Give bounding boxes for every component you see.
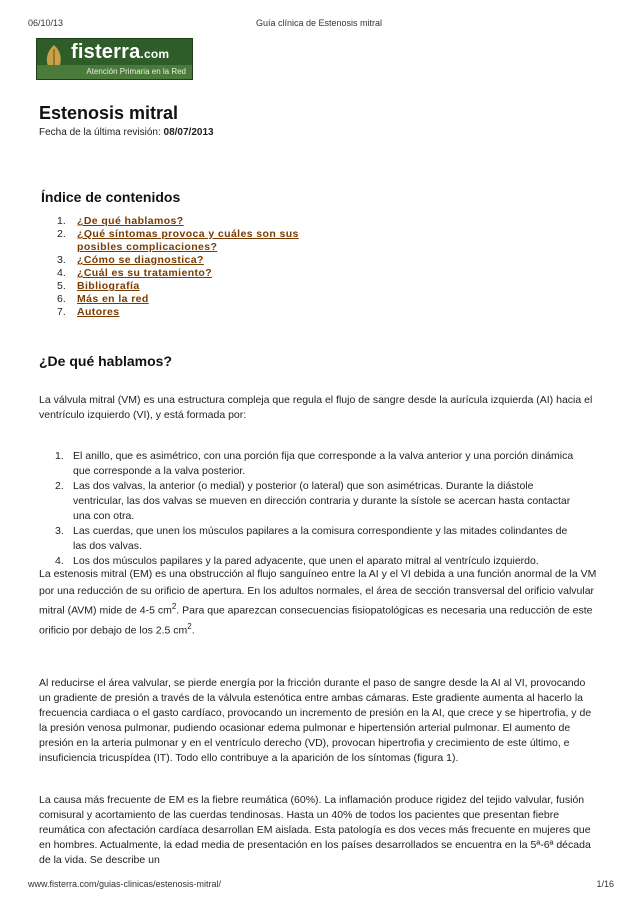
toc-link-bibliografia[interactable]: Bibliografía (77, 280, 140, 292)
print-date: 06/10/13 (28, 18, 64, 28)
print-title: Guía clínica de Estenosis mitral (255, 18, 383, 28)
anatomy-list (55, 449, 575, 569)
toc-item (57, 241, 299, 254)
toc-link-autores[interactable]: Autores (77, 306, 120, 318)
document-title: Estenosis mitral (39, 103, 179, 123)
toc-link-sintomas[interactable]: ¿Qué síntomas provoca y cuáles son sus (77, 228, 299, 240)
section-title: ¿De qué hablamos? (39, 353, 173, 369)
toc-item: 1. ¿De qué hablamos? (57, 215, 184, 227)
toc-item: 3. ¿Cómo se diagnostica? (57, 254, 204, 266)
toc-title: Índice de contenidos (41, 189, 181, 205)
toc-link-sintomas-cont[interactable]: posibles complicaciones? (77, 241, 218, 253)
toc-link-de-que-hablamos[interactable]: ¿De qué hablamos? (77, 215, 184, 227)
fisterra-logo[interactable] (36, 38, 193, 80)
footer-url: www.fisterra.com/guias-clinicas/estenosis-mitral/ (28, 879, 222, 889)
toc-item: 7. Autores (57, 306, 120, 318)
logo-tagline: Atención Primaria en la Red (37, 65, 192, 79)
list-item: 1. El anillo, que es asimétrico, con una porción fija que corresponde a la valva anterior y una porción dinámica que corresponde a la valva posterior. (55, 450, 574, 477)
paragraph-definition: La estenosis mitral (EM) es una obstrucción al flujo sanguíneo entre la AI y el VI debida a una función anormal de la VM por una reducción de su orificio de apertura. En los adultos normales, el área de sección transversal del orificio valvular mitral (AVM) mide de 4-5 $cm^2$. Para que aparezcan consecuencias fisiopatológicas es necesaria una reducción de este orificio por debajo de los 2.5 $cm^2$. (39, 568, 597, 637)
paragraph-physiopathology: Al reducirse el área valvular, se pierde energía por la fricción durante el paso de sangre desde la AI al VI, provocando un gradiente de presión a través de la válvula estenótica entre ambas cámaras. Este gradiente aumenta al hacerlo la frecuencia cardiaca o el gasto cardíaco, provocando un incremento de presión en la AI, que crece y se hipertrofia, y de la presión venosa pulmonar, pudiendo ocasionar edema pulmonar e hipertensión arterial pulmonar. El aumento de presión en la arteria pulmonar y en el ventrículo derecho (VD), provocan hipertrofia y crecimiento de este último, e insuficiencia tricuspídea (IT). Todo ello contribuye a la aparición de los síntomas (figura 1). (39, 677, 592, 764)
toc-item: 2. ¿Qué síntomas provoca y cuáles son sus (57, 228, 299, 240)
toc-item: 6. Más en la red (57, 293, 149, 305)
intro-paragraph: La válvula mitral (VM) es una estructura compleja que regula el flujo de sangre desde la aurícula izquierda (AI) hacia el ventrículo izquierdo (VI), y está formada por: (39, 394, 593, 421)
toc-link-mas-en-la-red[interactable]: Más en la red (77, 293, 149, 305)
page-number: 1/16 (596, 879, 614, 889)
revision-date: Fecha de la última revisión: 08/07/2013 (39, 127, 214, 138)
list-item: 2. Las dos valvas, la anterior (o medial) y posterior (o lateral) que son asimétricas. Durante la diástole ventricular, las dos valvas se mueven en dirección contraria y durante la sístole se acercan hasta contactar una con otra. (55, 480, 571, 522)
list-item: 4. Los dos músculos papilares y la pared adyacente, que unen el aparato mitral al ventrículo izquierdo. (55, 555, 539, 567)
list-item: 3. Las cuerdas, que unen los músculos papilares a la comisura correspondiente y las mitades colindantes de las dos valvas. (55, 525, 568, 552)
toc-link-diagnostico[interactable]: ¿Cómo se diagnostica? (77, 254, 204, 266)
toc-item: 5. Bibliografía (57, 280, 140, 292)
table-of-contents (57, 215, 299, 319)
logo-name: fisterra.com (71, 41, 170, 63)
toc-item: 4. ¿Cuál es su tratamiento? (57, 267, 213, 279)
paragraph-etiology: La causa más frecuente de EM es la fiebre reumática (60%). La inflamación produce rigidez del tejido valvular, fusión comisural y acortamiento de las cuerdas tendinosas. Hasta un 40% de todos los pacientes que presentan fiebre reumática con afectación cardíaca desarrollan EM aislada. Esta patología es dos veces más frecuente en mujeres que en hombres. Actualmente, la edad media de presentación en los países desarrollados se encuentra en la 5ª-6ª década de la vida. Se describe un (39, 794, 591, 866)
toc-link-tratamiento[interactable]: ¿Cuál es su tratamiento? (77, 267, 213, 279)
